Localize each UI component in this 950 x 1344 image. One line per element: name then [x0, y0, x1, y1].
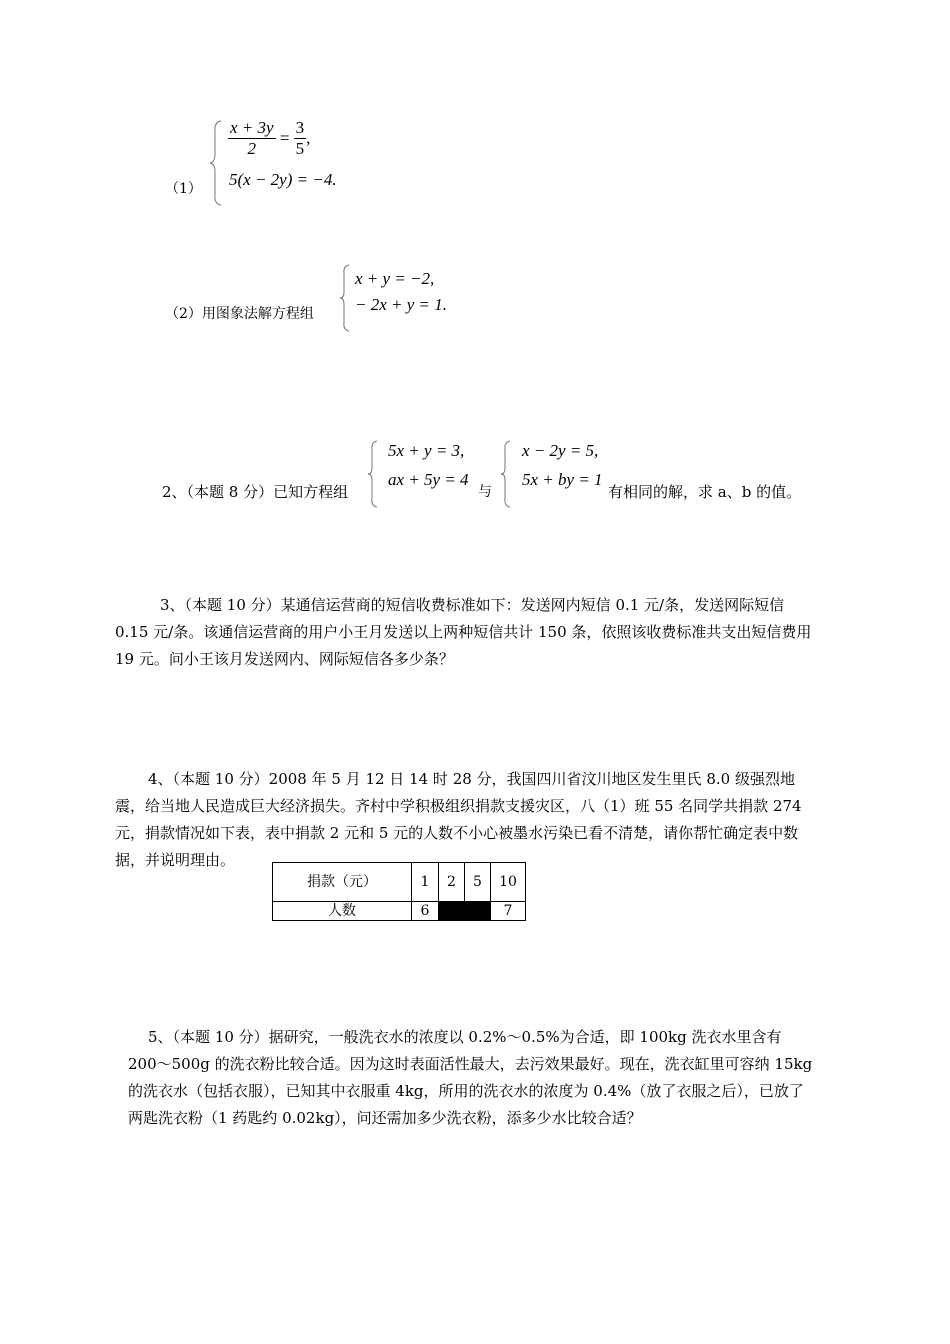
q1-eq1-rhs-denominator: 5 [295, 139, 305, 158]
table-amount-2: 2 [439, 863, 465, 902]
q1-eq1-tail: , [306, 128, 311, 148]
q1-eq1: $\frac{x + 3y}{2}$ = $\frac{3}{5}$ , [230, 118, 311, 158]
table-count-1: 6 [412, 902, 439, 921]
table-row-label: 人数 [273, 902, 412, 921]
left-brace-icon [500, 440, 512, 508]
q2-sys1-eq2: ax + 5y = 4 [388, 470, 469, 489]
table-row [273, 902, 526, 921]
left-brace-icon [367, 440, 379, 508]
ink-blot-cell [465, 902, 491, 921]
left-brace-icon [339, 264, 351, 332]
q1-part2-label: （2）用图象法解方程组 [165, 306, 314, 322]
q1-eq1-denominator: 2 [247, 139, 257, 158]
q4-text: 4、（本题 10 分）2008 年 5 月 12 日 14 时 28 分，我国四川省汶川地区发生里氏 8.0 级强烈地震，给当地人民造成巨大经济损失。齐村中学积极组织捐款支援灾区，八（1）班 55 名同学共捐款 274 元，捐款情况如下表，表中捐款 2 元和 5 元的人数不小心被墨水污染已看不清楚，请你帮忙确定表中数据，并说明理由。 [115, 770, 802, 869]
table-amount-5: 5 [465, 863, 491, 902]
q1-eq4: − 2x + y = 1. [355, 295, 448, 314]
q1-eq1-rhs-numerator: 3 [295, 118, 305, 137]
donation-table [272, 862, 526, 921]
q2-sys1-eq1: 5x + y = 3, [388, 441, 465, 460]
left-brace-icon [209, 120, 223, 206]
q2-connector: 与 [478, 484, 492, 500]
q1-part1-label: （1） [165, 181, 202, 197]
table-amount-1: 1 [412, 863, 439, 902]
q1-eq1-numerator: x + 3y [230, 118, 274, 137]
table-header-label: 捐款（元） [273, 863, 412, 902]
q1-eq2: 5(x − 2y) = −4. [229, 170, 337, 189]
q5-text: 5、（本题 10 分）据研究，一般洗衣水的浓度以 0.2%～0.5%为合适，即 100kg 洗衣水里含有 200～500g 的洗衣粉比较合适。因为这时表面活性最大，去污效果最好。现在，洗衣缸里可容纳 15kg 的洗衣水（包括衣服），已知其中衣服重 4kg，所用的洗衣水的浓度为 0.4%（放了衣服之后），已放了两匙洗衣粉（1 药匙约 0.02kg），问还需加多少洗衣粉，添多少水比较合适？ [128, 1028, 813, 1127]
table-row [273, 863, 526, 902]
table-count-10: 7 [491, 902, 526, 921]
q2-suffix: 有相同的解，求 a、b 的值。 [608, 483, 802, 501]
ink-blot-cell [439, 902, 465, 921]
q1-eq3: x + y = −2, [355, 269, 435, 288]
table-amount-10: 10 [491, 863, 526, 902]
q3-text: 3、（本题 10 分）某通信运营商的短信收费标准如下：发送网内短信 0.1 元/条，发送网际短信 0.15 元/条。该通信运营商的用户小王月发送以上两种短信共计 150 条，依照该收费标准共支出短信费用 19 元。问小王该月发送网内、网际短信各多少条？ [115, 596, 812, 668]
q2-sys2-eq1: x − 2y = 5, [522, 441, 599, 460]
q2-prefix: 2、（本题 8 分）已知方程组 [162, 483, 349, 501]
q2-sys2-eq2: 5x + by = 1 [522, 470, 603, 489]
